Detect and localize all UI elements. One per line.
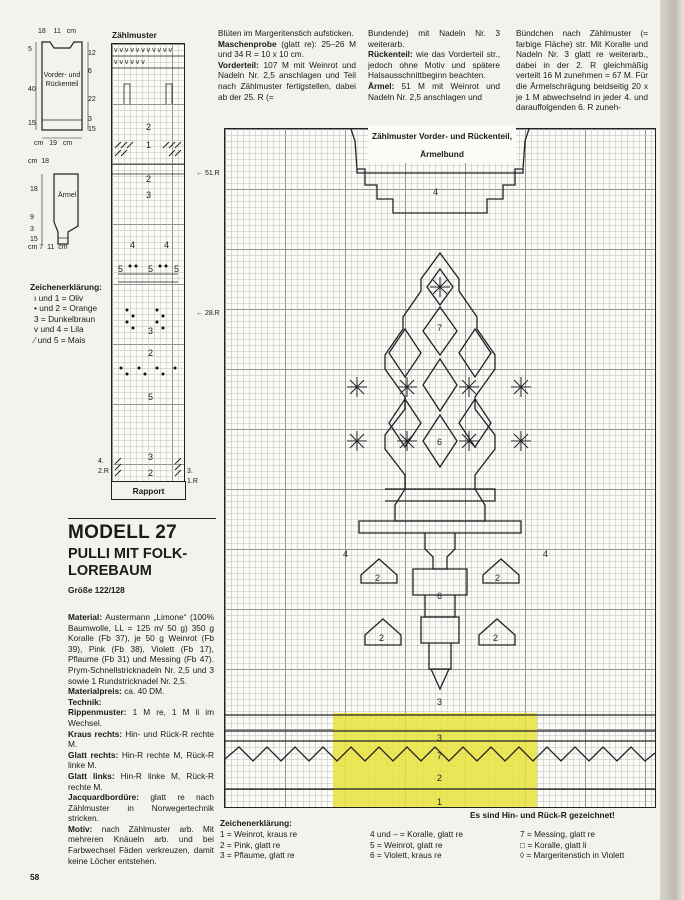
svg-text:5: 5 [118, 264, 124, 274]
svg-text:5: 5 [148, 264, 154, 274]
right-mark-2: 1.R [187, 478, 198, 485]
svg-text:3: 3 [148, 326, 154, 336]
legend-bottom-col1: 1 = Weinrot, kraus re 2 = Pink, glatt re 3 = Pflaume, glatt re [220, 829, 298, 861]
left-mark-2: 2.R [98, 468, 109, 475]
dim-r3: 22 [88, 96, 96, 103]
dim-left-small-2: 15 [28, 120, 36, 127]
dim-r4: 3 [88, 116, 92, 123]
marker-51r: ← 51.R [196, 170, 220, 177]
legend-left-item: v und 4 = Lila [34, 324, 84, 335]
svg-text:3: 3 [437, 733, 443, 743]
para-glatt-li: Glatt links: Hin-R linke M, Rück-R rechte M. [68, 770, 214, 792]
svg-text:4: 4 [433, 187, 439, 197]
dim-r1: 12 [88, 50, 96, 57]
legend-left-item: 3 = Dunkelbraun [34, 313, 96, 324]
small-chart-grid [111, 43, 185, 482]
big-chart-title-text: Zählmuster Vorder- und Rückenteil, Ärmelbund [372, 131, 512, 159]
big-chart-grid [224, 128, 656, 808]
dim-left: 40 [28, 86, 36, 93]
sleeve-dim-1: 18 [30, 186, 38, 193]
svg-text:3: 3 [148, 452, 154, 462]
para-technik: Technik: [68, 696, 102, 707]
svg-text:3: 3 [146, 190, 152, 200]
sleeve-dim-3: 3 [30, 226, 34, 233]
legend-bottom-title: Zeichenerklärung: [220, 818, 292, 828]
para-kraus: Kraus rechts: Hin- und Rück-R rechte M. [68, 728, 214, 750]
para-material: Material: Austermann „Limone“ (100% Baumwolle, LL = 125 m/ 50 g) 350 g Koralle (Fb 37), je 50 g Weinrot (Fb 39), Pink (Fb 38), Violett (Fb 17), Pflaume (Fb 31) und Messing (Fb 47). Prym-Schnellstricknadeln Nr. 2,5 und 3 sowie 1 Rundstricknadel Nr. 2,5. [68, 612, 214, 686]
chart-note: Es sind Hin- und Rück-R gezeichnet! [470, 810, 615, 820]
heading [68, 518, 216, 596]
body-text [68, 612, 214, 866]
legend-bottom-col2: 4 und – = Koralle, glatt re 5 = Weinrot, glatt re 6 = Violett, kraus re [370, 829, 463, 861]
rapport-box [111, 481, 186, 500]
para-jacquard: Jacquardbordüre: glatt re nach Zählmuster in Norwegertechnik stricken. [68, 792, 214, 824]
big-chart-motif [225, 129, 655, 807]
svg-text:4: 4 [130, 240, 136, 250]
sleeve-dim-bottom: cm 7 11 cm [28, 244, 68, 251]
small-chart-motifs [112, 44, 184, 481]
para-price: Materialpreis: ca. 40 DM. [68, 686, 165, 697]
svg-text:4: 4 [543, 549, 549, 559]
dim-r2: 6 [88, 68, 92, 75]
dim-top: 18 11 cm [38, 28, 77, 35]
svg-text:1: 1 [437, 797, 443, 807]
text-col-2: Bundende) mit Nadeln Nr. 3 weiterarb. Rückenteil: wie das Vorderteil str., jedoch ohne Motiv und spätere Halsausschnittbeginn beachten. Ärmel: 51 M mit Weinrot und Nadeln Nr. 2,5 anschlagen und [368, 28, 500, 102]
legend-left-item: ⁄ und 5 = Mais [34, 334, 86, 345]
svg-text:6: 6 [437, 591, 443, 601]
size-label: Größe 122/128 [68, 585, 125, 596]
svg-text:5: 5 [148, 392, 154, 402]
legend-left-title: Zeichenerklärung: [30, 282, 102, 292]
sleeve-label: Ärmel [58, 192, 77, 199]
svg-text:4: 4 [343, 549, 349, 559]
svg-text:2: 2 [146, 174, 152, 184]
small-chart-title: Zählmuster [112, 30, 157, 40]
sleeve-dim-top: cm 18 [28, 158, 50, 165]
svg-text:v v v v v v v v v v v: v v v v v v v v v v v [114, 47, 172, 54]
svg-text:3: 3 [437, 697, 443, 707]
front-label: Vorder- und Rückenteil [43, 72, 81, 88]
svg-text:2: 2 [379, 633, 385, 643]
legend-left-item: ı und 1 = Oliv [34, 292, 84, 303]
rapport-label: Rapport [132, 486, 165, 496]
svg-text:7: 7 [437, 323, 443, 333]
big-chart-title [368, 125, 516, 163]
text-col-3: Bündchen nach Zählmuster (= farbige Fläche) str. Mit Koralle und Nadeln Nr. 3 glatt re weiterarb., dabei in der 2. R gleichmäßig verteilt 16 M zunehmen = 67 M. Für die Ärmelschrägung beidseitig 20 x je 1 M abwechselnd in jeder 4. und darauffolgenden 6. R zuneh- [516, 28, 648, 113]
svg-text:v v v v v v: v v v v v v [114, 59, 145, 66]
model-title: MODELL 27 [68, 522, 177, 544]
svg-text:6: 6 [437, 437, 443, 447]
svg-text:2: 2 [495, 573, 501, 583]
para-motiv: Motiv: nach Zählmuster arb. Mit mehreren Knäueln arb. und bei Farbwechsel Fäden verkreuzen, damit keine Löcher entstehen. [68, 823, 214, 866]
marker-28r: ← 28.R [196, 310, 220, 317]
dim-r5: 15 [88, 126, 96, 133]
page-edge [660, 0, 684, 900]
svg-text:2: 2 [146, 122, 152, 132]
svg-text:2: 2 [437, 773, 443, 783]
schematic-front [28, 28, 100, 148]
para-glatt-re: Glatt rechts: Hin-R rechte M, Rück-R linke M. [68, 749, 215, 771]
svg-text:5: 5 [174, 264, 180, 274]
right-mark-1: 3. [187, 468, 193, 475]
sleeve-dim-4: 15 [30, 236, 38, 243]
text-col-1: Blüten im Margeritenstich aufsticken. Maschenprobe (glatt re): 25–26 M und 34 R = 10 x 10 cm. Vorderteil: 107 M mit Weinrot und Nadeln Nr. 2,5 anschlagen und Teil nach Zählmuster fertigstellen, dabei ab der 25. R (= [218, 28, 356, 102]
svg-text:2: 2 [148, 468, 154, 478]
schematic-sleeve [28, 158, 100, 254]
legend-bottom-col3: 7 = Messing, glatt re □ = Koralle, glatt li ◊ = Margeritenstich in Violett [520, 829, 625, 861]
legend-bottom [220, 818, 660, 861]
legend-left [30, 282, 120, 346]
svg-text:2: 2 [148, 348, 154, 358]
legend-left-item: • und 2 = Orange [34, 303, 98, 314]
svg-text:1: 1 [146, 140, 152, 150]
svg-text:2: 2 [493, 633, 499, 643]
page-number: 58 [30, 872, 40, 882]
svg-text:7: 7 [437, 751, 443, 761]
dim-bottom: cm 19 cm [34, 140, 73, 147]
svg-text:2: 2 [375, 573, 381, 583]
dim-left-small-1: 5 [28, 46, 32, 53]
sleeve-dim-2: 9 [30, 214, 34, 221]
sleeve-outline [28, 166, 100, 246]
model-subtitle: PULLI MIT FOLK-LOREBAUM [68, 546, 188, 580]
para-rippen: Rippenmuster: 1 M re, 1 M li im Wechsel. [68, 707, 214, 728]
left-mark-1: 4. [98, 458, 104, 465]
heading-rule [68, 518, 216, 519]
svg-text:4: 4 [164, 240, 170, 250]
